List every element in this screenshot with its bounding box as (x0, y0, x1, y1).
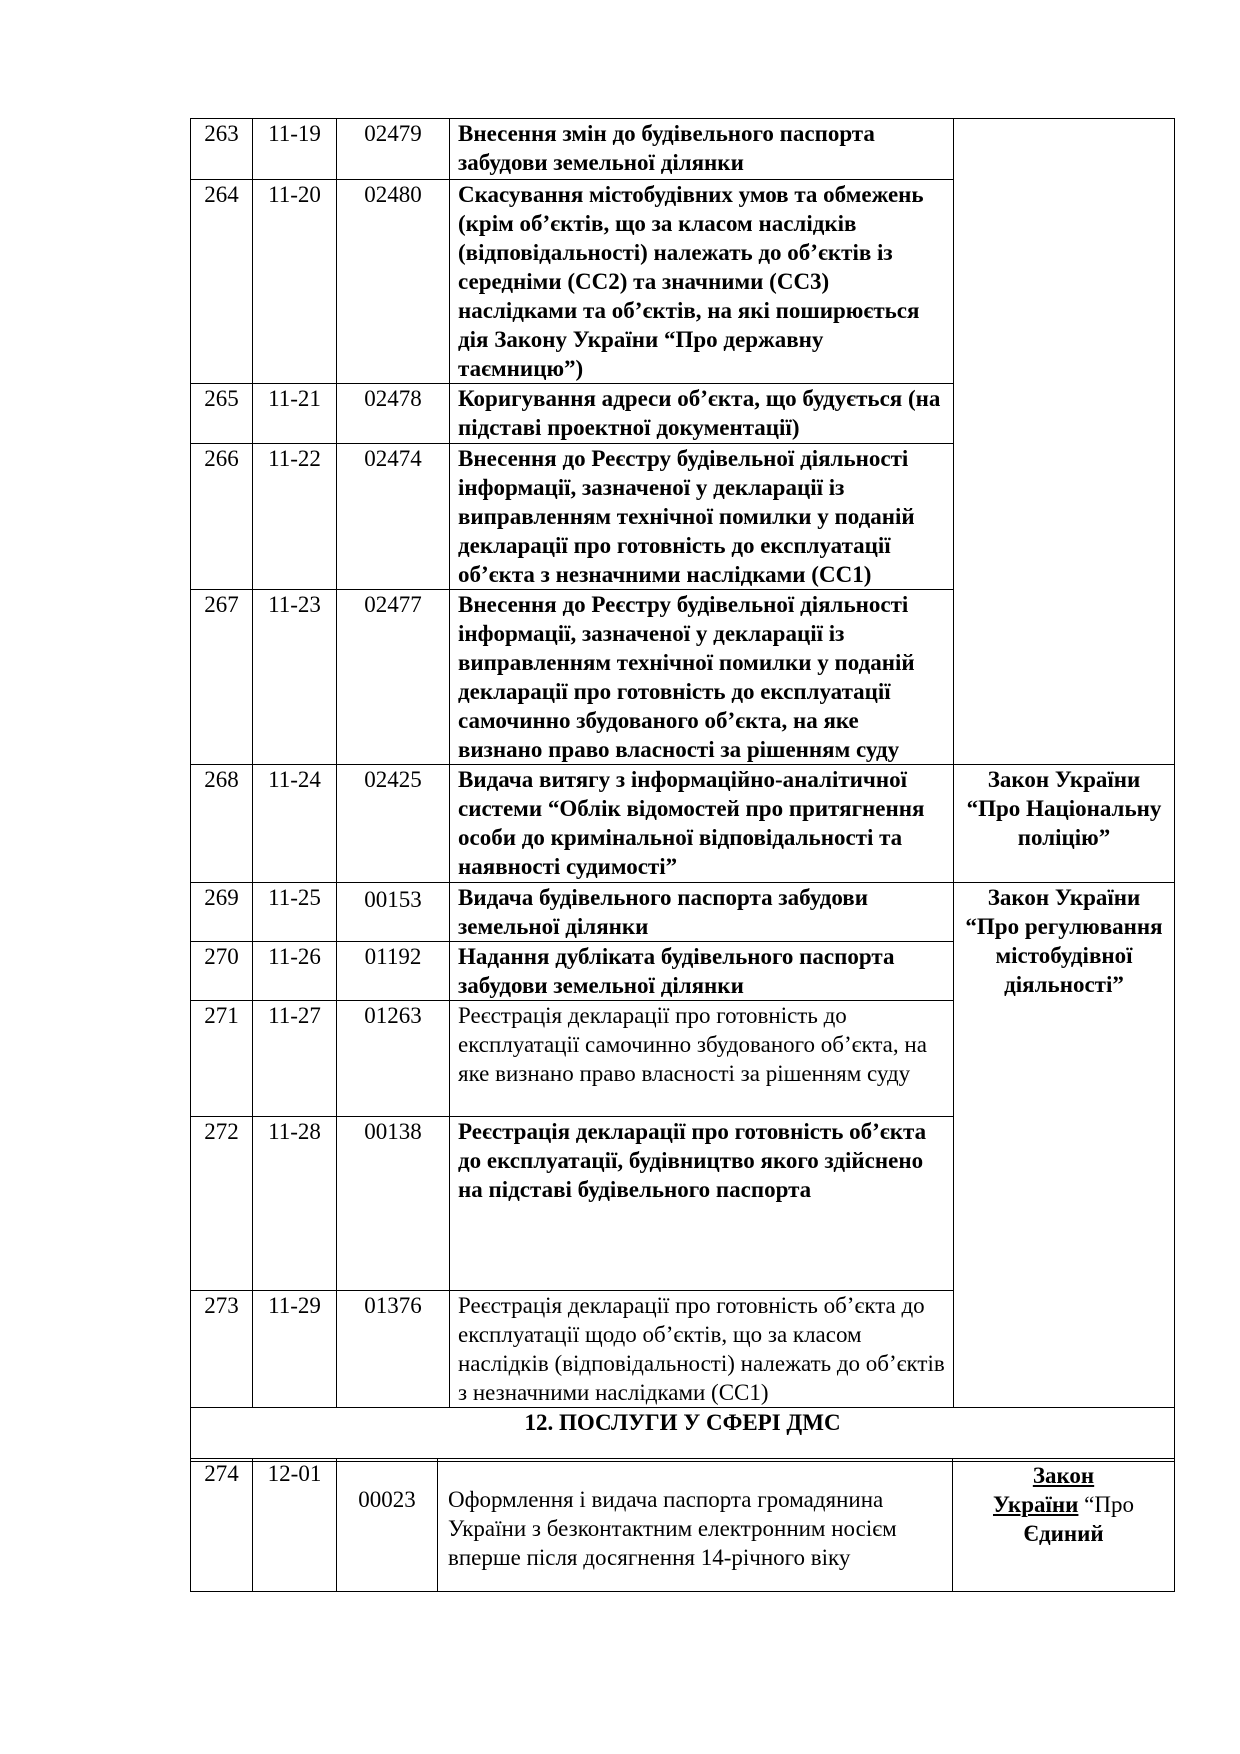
service-id: 00138 (337, 1117, 450, 1291)
row-code: 11-22 (253, 444, 337, 590)
service-name: Внесення змін до будівельного паспорта забудови земельної ділянки (450, 119, 954, 180)
law-word-2: України (992, 1492, 1079, 1517)
row-code: 11-21 (253, 384, 337, 444)
row-number: 268 (191, 765, 253, 883)
table-row (191, 883, 1175, 942)
service-name: Внесення до Реєстру будівельної діяльності інформації, зазначеної у декларації із виправленням технічної помилки у поданій декларації про готовність до експлуатації об’єкта з незначними наслідками (СС1) (450, 444, 954, 590)
row-number: 269 (191, 883, 253, 942)
row-number: 273 (191, 1291, 253, 1408)
law-word-4: Єдиний (1023, 1521, 1104, 1546)
row-number: 267 (191, 590, 253, 765)
row-number: 263 (191, 119, 253, 180)
row-code: 11-29 (253, 1291, 337, 1408)
table-row (191, 119, 1175, 180)
row-code: 11-19 (253, 119, 337, 180)
service-id: 01192 (337, 942, 450, 1001)
service-id: 02477 (337, 590, 450, 765)
section-header-row (191, 1408, 1175, 1462)
service-id: 02480 (337, 180, 450, 384)
section-title: 12. ПОСЛУГИ У СФЕРІ ДМС (191, 1408, 1175, 1462)
row-code: 11-27 (253, 1001, 337, 1117)
row-code: 11-24 (253, 765, 337, 883)
law-word-1: Закон (1032, 1463, 1095, 1488)
row-number: 264 (191, 180, 253, 384)
row-number: 266 (191, 444, 253, 590)
service-id: 02479 (337, 119, 450, 180)
services-table-dms (190, 1458, 1175, 1592)
row-code: 11-25 (253, 883, 337, 942)
service-id: 01376 (337, 1291, 450, 1408)
service-id: 02474 (337, 444, 450, 590)
service-id: 00023 (337, 1459, 438, 1592)
row-code: 11-23 (253, 590, 337, 765)
row-number: 272 (191, 1117, 253, 1291)
row-code: 11-20 (253, 180, 337, 384)
law-reference: Закон України “Про регулювання містобудівної діяльності” (954, 883, 1175, 1408)
law-cell-empty (954, 119, 1175, 765)
service-name: Скасування містобудівних умов та обмежень (крім об’єктів, що за класом наслідків (відповідальності) належать до об’єктів із середніми (СС2) та значними (СС3) наслідками та об’єктів, на які поширюється дія Закону України “Про державну таємницю”) (450, 180, 954, 384)
service-name: Видача витягу з інформаційно-аналітичної системи “Облік відомостей про притягнення особи до кримінальної відповідальності та наявності судимості” (450, 765, 954, 883)
row-number: 271 (191, 1001, 253, 1117)
service-id: 02478 (337, 384, 450, 444)
service-name: Внесення до Реєстру будівельної діяльності інформації, зазначеної у декларації із виправленням технічної помилки у поданій декларації про готовність до експлуатації самочинно збудованого об’єкта, на яке визнано право власності за рішенням суду (450, 590, 954, 765)
row-code: 11-28 (253, 1117, 337, 1291)
law-word-3: “Про (1078, 1492, 1134, 1517)
service-name: Надання дубліката будівельного паспорта забудови земельної ділянки (450, 942, 954, 1001)
row-code: 11-26 (253, 942, 337, 1001)
service-id: 01263 (337, 1001, 450, 1117)
table-row (191, 1459, 1175, 1592)
law-reference: Закон України “Про Національну поліцію” (954, 765, 1175, 883)
service-name: Оформлення і видача паспорта громадянина України з безконтактним електронним носієм вперше після досягнення 14-річного віку (438, 1459, 953, 1592)
service-name: Видача будівельного паспорта забудови земельної ділянки (450, 883, 954, 942)
services-table (190, 118, 1175, 1462)
law-reference (953, 1459, 1175, 1592)
row-number: 274 (191, 1459, 253, 1592)
row-code: 12-01 (253, 1459, 337, 1592)
service-name: Реєстрація декларації про готовність об’єкта до експлуатації щодо об’єктів, що за класом наслідків (відповідальності) належать до об’єктів з незначними наслідками (СС1) (450, 1291, 954, 1408)
row-number: 265 (191, 384, 253, 444)
table-row (191, 765, 1175, 883)
service-id: 02425 (337, 765, 450, 883)
row-number: 270 (191, 942, 253, 1001)
service-id: 00153 (337, 883, 450, 942)
service-name: Коригування адреси об’єкта, що будується (на підставі проектної документації) (450, 384, 954, 444)
service-name: Реєстрація декларації про готовність об’єкта до експлуатації, будівництво якого здійснено на підставі будівельного паспорта (450, 1117, 954, 1291)
service-name: Реєстрація декларації про готовність до експлуатації самочинно збудованого об’єкта, на яке визнано право власності за рішенням суду (450, 1001, 954, 1117)
